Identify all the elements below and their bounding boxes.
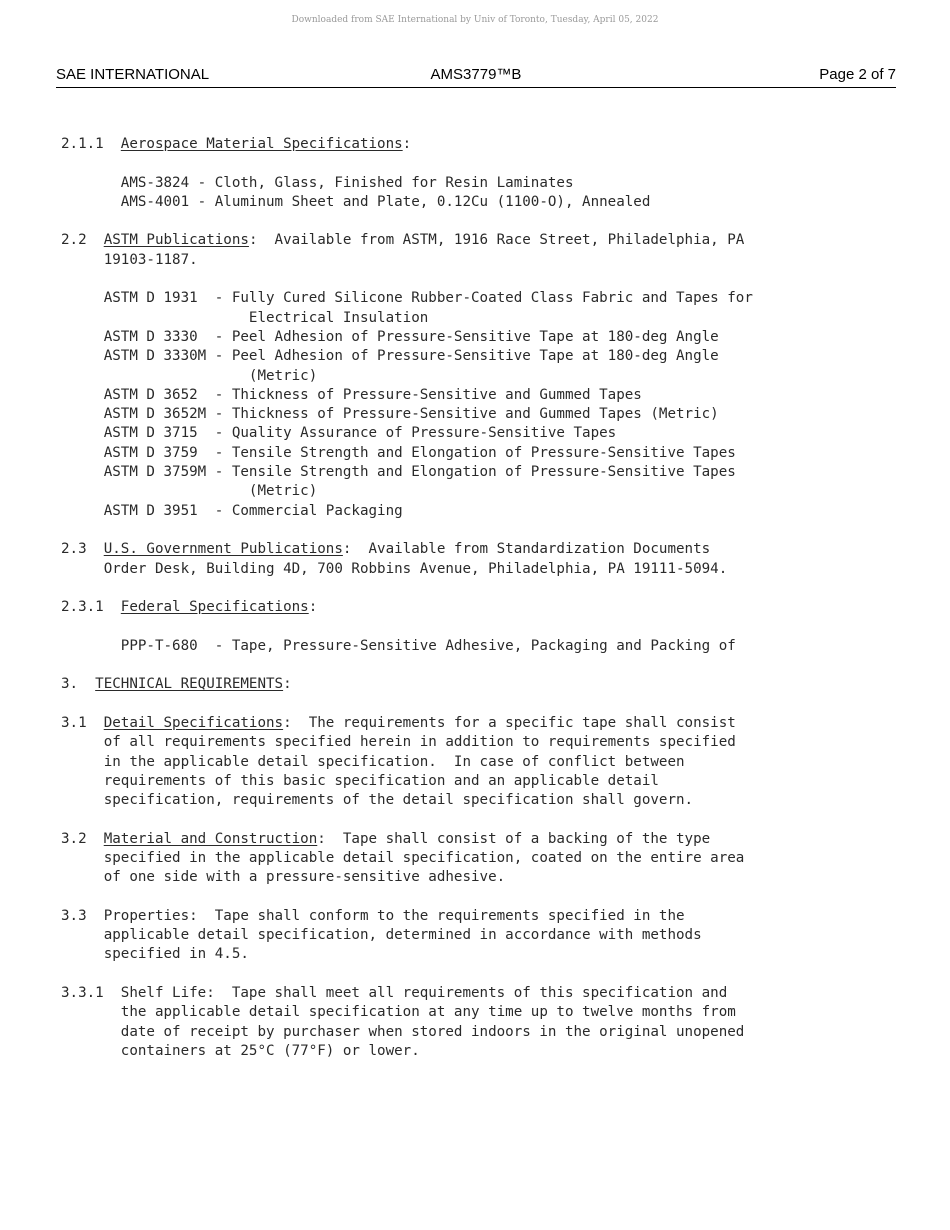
paragraph-line: of all requirements specified herein in addition to requirements specified xyxy=(61,734,736,751)
section-title: Federal Specifications xyxy=(120,599,309,616)
list-item: ASTM D 1931 - Fully Cured Silicone Rubber-Coated Class Fabric and Tapes for xyxy=(61,290,753,307)
section-title: U.S. Government Publications xyxy=(103,541,343,558)
paragraph-line: containers at 25°C (77°F) or lower. xyxy=(61,1042,420,1059)
section-2-3-1-heading: 2.3.1 Federal Specifications: xyxy=(61,599,318,616)
paragraph-line: specified in 4.5. xyxy=(61,946,249,963)
page-number: Page 2 of 7 xyxy=(819,66,896,83)
list-item: ASTM D 3715 - Quality Assurance of Pressure-Sensitive Tapes xyxy=(61,425,617,442)
list-item: ASTM D 3652M - Thickness of Pressure-Sensitive and Gummed Tapes (Metric) xyxy=(61,406,719,423)
paragraph-line: the applicable detail specification at any time up to twelve months from xyxy=(61,1004,736,1021)
list-item: ASTM D 3652 - Thickness of Pressure-Sensitive and Gummed Tapes xyxy=(61,386,642,403)
paragraph-line: Order Desk, Building 4D, 700 Robbins Avenue, Philadelphia, PA 19111-5094. xyxy=(61,560,728,577)
paragraph-line: 19103-1187. xyxy=(61,251,198,268)
list-item: AMS-4001 - Aluminum Sheet and Plate, 0.12Cu (1100-O), Annealed xyxy=(61,193,651,210)
paragraph-line: specification, requirements of the detail specification shall govern. xyxy=(61,792,694,809)
paragraph-line: specified in the applicable detail specification, coated on the entire area xyxy=(61,849,745,866)
paragraph-line: requirements of this basic specification and an applicable detail xyxy=(61,772,659,789)
download-watermark: Downloaded from SAE International by Univ of Toronto, Tuesday, April 05, 2022 xyxy=(291,15,659,25)
organization-name: SAE INTERNATIONAL xyxy=(56,66,210,83)
list-item: PPP-T-680 - Tape, Pressure-Sensitive Adhesive, Packaging and Packing of xyxy=(61,637,736,654)
section-3-3-heading: 3.3 Properties: Tape shall conform to the requirements specified in the xyxy=(61,907,685,924)
list-item: Electrical Insulation xyxy=(61,309,429,326)
page-header xyxy=(56,66,896,88)
section-3-3-1-heading: 3.3.1 Shelf Life: Tape shall meet all requirements of this specification and xyxy=(61,985,728,1002)
section-3-1-heading: 3.1 Detail Specifications: The requirements for a specific tape shall consist xyxy=(61,714,736,731)
document-number: AMS3779™B xyxy=(430,66,522,83)
list-item: ASTM D 3330 - Peel Adhesion of Pressure-Sensitive Tape at 180-deg Angle xyxy=(61,328,719,345)
list-item: ASTM D 3759 - Tensile Strength and Elongation of Pressure-Sensitive Tapes xyxy=(61,444,736,461)
section-2-3-heading: 2.3 U.S. Government Publications: Available from Standardization Documents xyxy=(61,541,711,558)
section-2-1-1-heading: 2.1.1 Aerospace Material Specifications: xyxy=(61,136,412,152)
list-item: ASTM D 3330M - Peel Adhesion of Pressure-Sensitive Tape at 180-deg Angle xyxy=(61,348,719,365)
section-title: Aerospace Material Specifications xyxy=(120,136,403,152)
section-3-2-heading: 3.2 Material and Construction: Tape shall consist of a backing of the type xyxy=(61,830,711,847)
paragraph-line: in the applicable detail specification. In case of conflict between xyxy=(61,753,685,770)
section-title: Detail Specifications xyxy=(103,714,284,731)
document-body xyxy=(61,135,921,1061)
list-item: AMS-3824 - Cloth, Glass, Finished for Resin Laminates xyxy=(61,174,574,191)
paragraph-line: applicable detail specification, determined in accordance with methods xyxy=(61,927,702,944)
section-title: Material and Construction xyxy=(103,830,318,847)
list-item: (Metric) xyxy=(61,483,318,500)
list-item: ASTM D 3759M - Tensile Strength and Elongation of Pressure-Sensitive Tapes xyxy=(61,464,736,481)
section-title: TECHNICAL REQUIREMENTS xyxy=(95,676,284,693)
paragraph-line: of one side with a pressure-sensitive adhesive. xyxy=(61,869,506,886)
section-title: ASTM Publications xyxy=(103,232,249,249)
section-3-heading: 3. TECHNICAL REQUIREMENTS: xyxy=(61,676,292,693)
list-item: (Metric) xyxy=(61,367,318,384)
list-item: ASTM D 3951 - Commercial Packaging xyxy=(61,502,403,519)
paragraph-line: date of receipt by purchaser when stored indoors in the original unopened xyxy=(61,1023,745,1040)
section-2-2-heading: 2.2 ASTM Publications: Available from ASTM, 1916 Race Street, Philadelphia, PA xyxy=(61,232,745,249)
